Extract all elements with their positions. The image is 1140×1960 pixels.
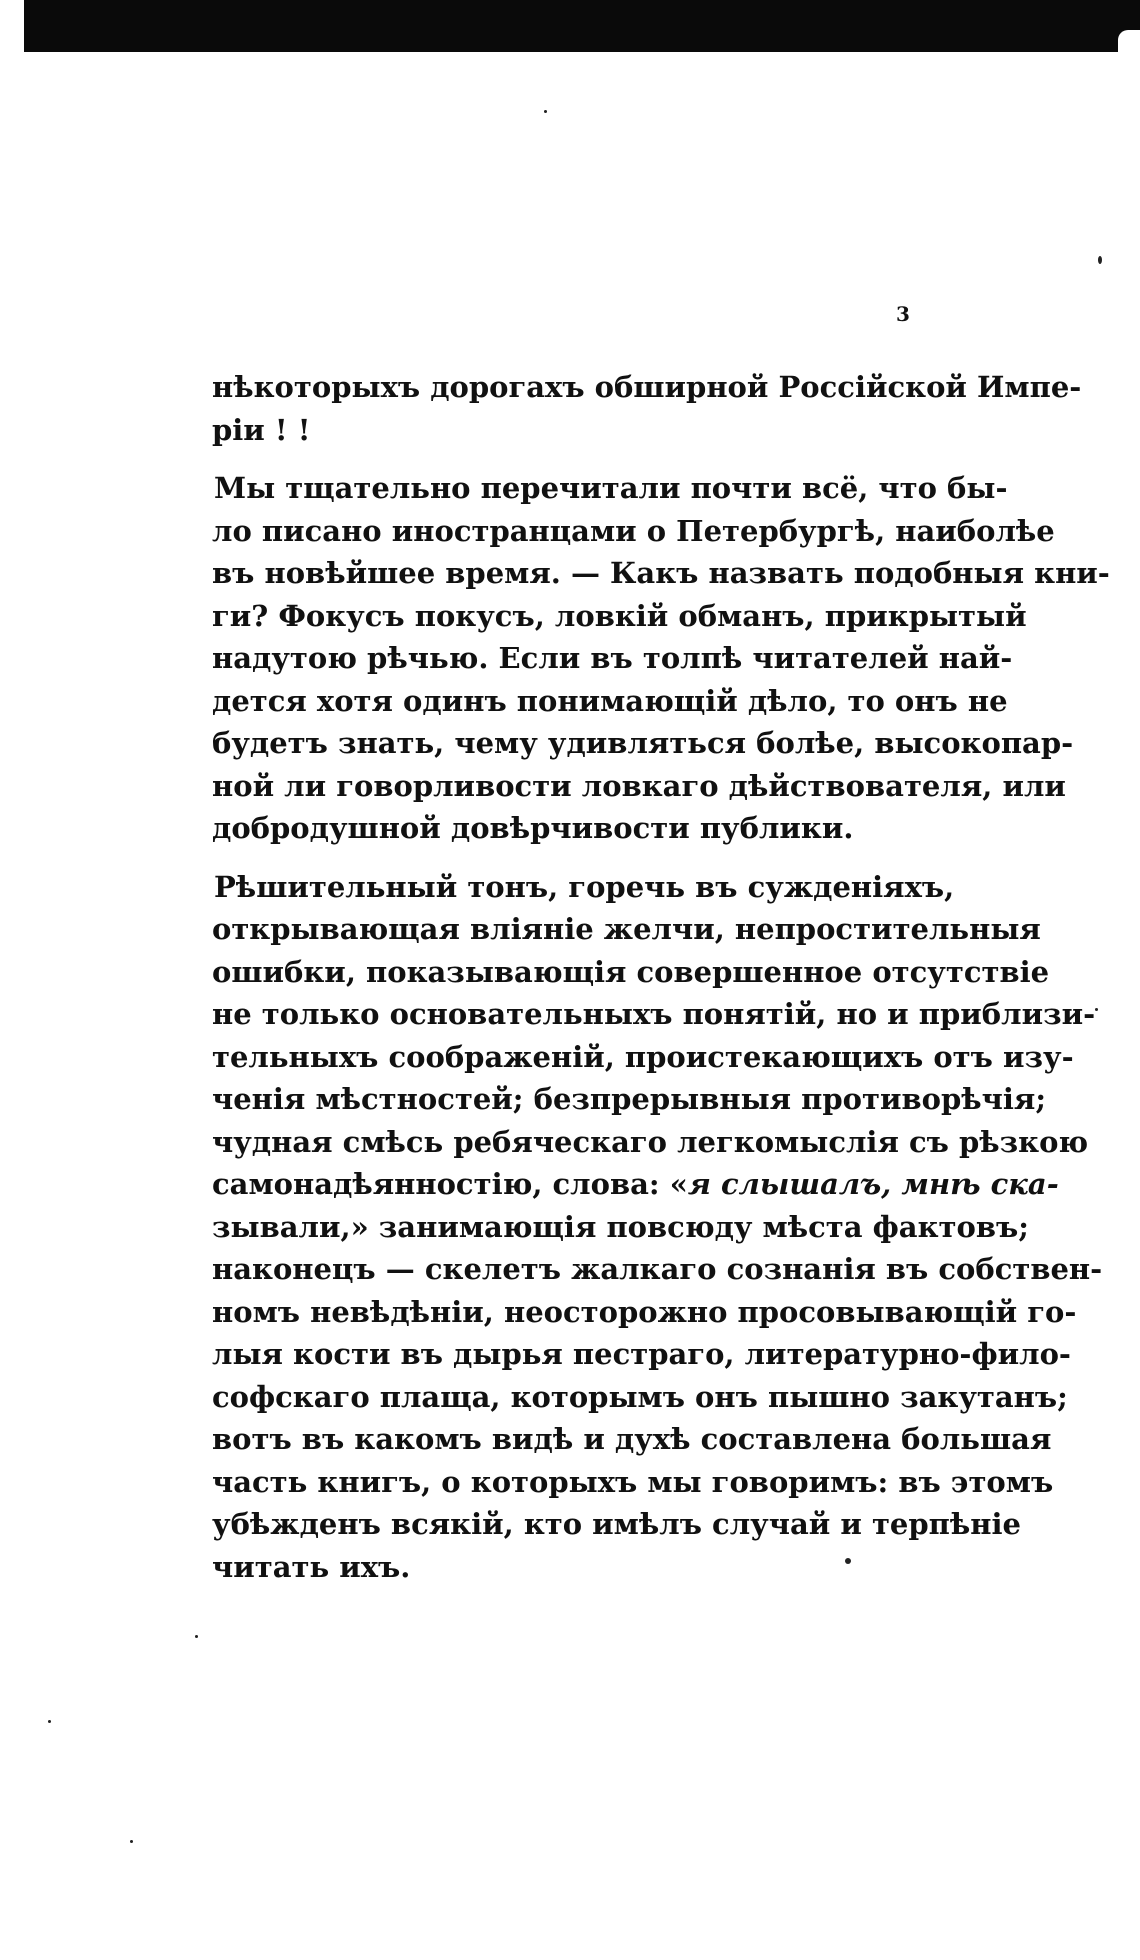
scan-speck	[1098, 256, 1102, 264]
text-line: будетъ знать, чему удивляться болѣе, высокопар-	[212, 726, 1074, 760]
text-line: открывающая вліяніе желчи, непростительныя	[212, 912, 1041, 946]
scan-speck	[845, 1558, 851, 1564]
text-line: убѣжденъ всякій, кто имѣлъ случай и терпѣніе	[212, 1507, 1021, 1541]
text-line: ло писано иностранцами о Петербургѣ, наиболѣе	[212, 513, 1055, 548]
scan-speck	[1095, 1008, 1098, 1011]
text-line: зывали,» занимающія повсюду мѣста фактовъ;	[212, 1209, 1029, 1244]
scan-speck	[544, 110, 547, 113]
text-line: дется хотя одинъ понимающій дѣло, то онъ не	[212, 683, 1008, 718]
text-line: добродушной довѣрчивости публики.	[212, 811, 854, 845]
text-line: нѣкоторыхъ дорогахъ обширной Россійской Импе-	[212, 370, 1082, 404]
text-line: часть книгъ, о которыхъ мы говоримъ: въ этомъ	[212, 1464, 1054, 1499]
text-line: лыя кости въ дырья пестраго, литературно-фило-	[212, 1337, 1071, 1371]
text-line: номъ невѣдѣніи, неосторожно просовывающій го-	[212, 1294, 1077, 1329]
text-line: наконецъ — скелетъ жалкаго сознанія въ собствен-	[212, 1252, 1103, 1286]
text-line: чудная смѣсь ребяческаго легкомыслія съ рѣзкою	[212, 1124, 1089, 1159]
scan-speck	[48, 1720, 51, 1723]
text-segment: самонадѣянностію, слова: «	[212, 1167, 688, 1201]
text-line: не только основательныхъ понятій, но и приблизи-	[212, 997, 1096, 1031]
text-line: надутою рѣчью. Если въ толпѣ читателей най-	[212, 641, 1013, 675]
text-line: вотъ въ какомъ видѣ и духѣ составлена большая	[212, 1422, 1052, 1456]
text-line: Мы тщательно перечитали почти всё, что бы-	[214, 471, 1008, 505]
body-text	[212, 366, 1110, 1588]
text-line: тельныхъ соображеній, проистекающихъ отъ изу-	[212, 1039, 1074, 1074]
text-line: Рѣшительный тонъ, горечь въ сужденіяхъ,	[214, 869, 955, 904]
text-line: ріи ! !	[212, 412, 311, 447]
text-line: ной ли говорливости ловкаго дѣйствователя, или	[212, 768, 1066, 803]
scan-speck	[130, 1840, 133, 1843]
text-line: софскаго плаща, которымъ онъ пышно закутанъ;	[212, 1379, 1068, 1414]
text-line: читать ихъ.	[212, 1549, 411, 1584]
scan-top-border	[24, 0, 1140, 52]
scan-border-notch	[1118, 30, 1140, 54]
scan-speck	[195, 1635, 198, 1638]
text-line: ченія мѣстностей; безпрерывныя противорѣчія;	[212, 1082, 1047, 1116]
text-line-with-quote	[212, 1163, 1059, 1206]
text-line: ошибки, показывающія совершенное отсутствіе	[212, 954, 1050, 989]
italic-quote: я слышалъ, мнѣ ска-	[687, 1167, 1059, 1201]
text-line: ги? Фокусъ покусъ, ловкій обманъ, прикрытый	[212, 598, 1027, 633]
text-line: въ новѣйшее время. — Какъ назвать подобныя кни-	[212, 556, 1110, 590]
page-number: 3	[896, 302, 910, 326]
